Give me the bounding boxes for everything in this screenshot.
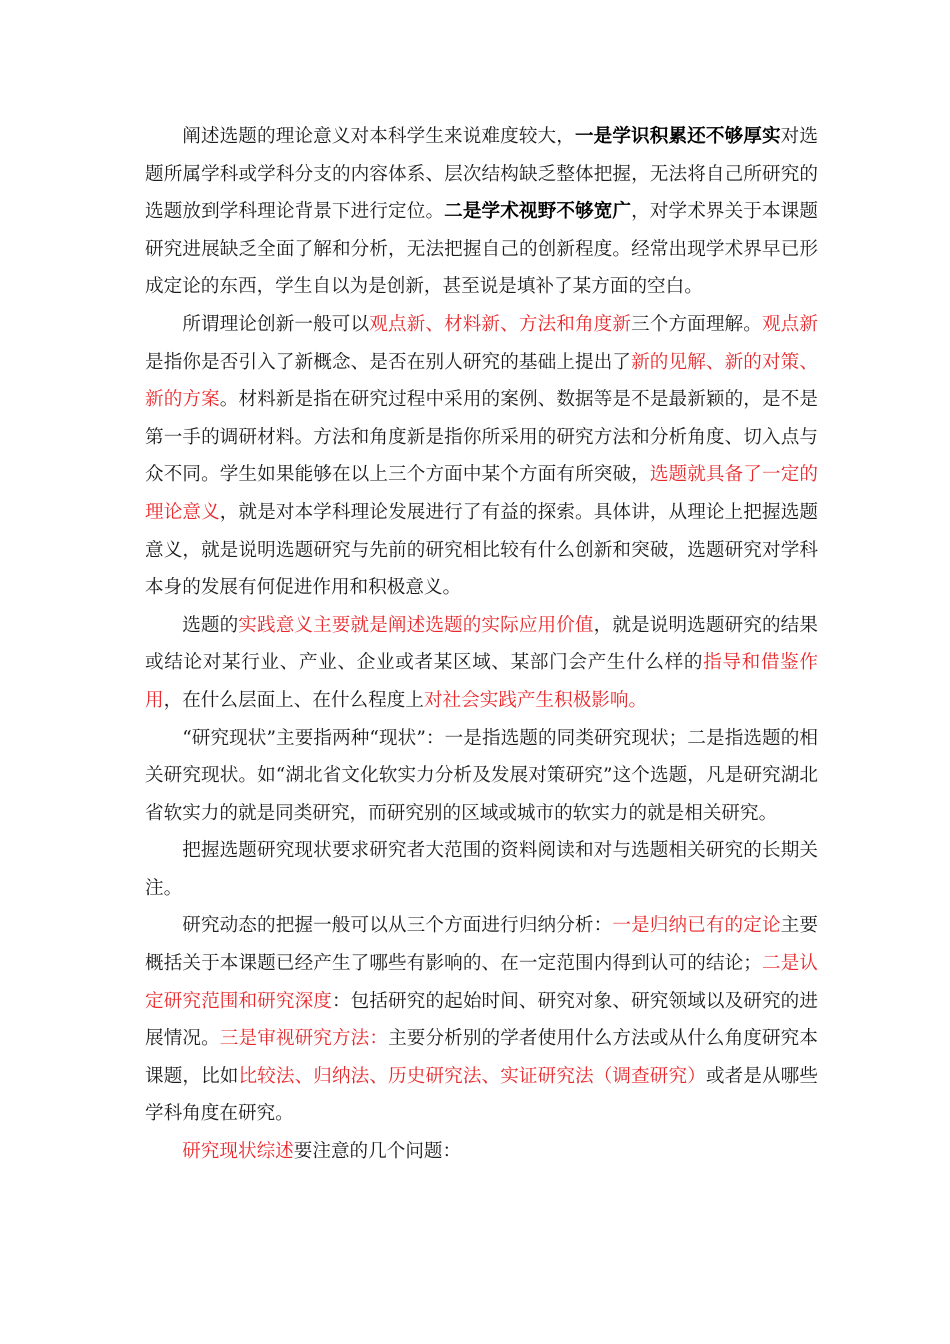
text-run: 对选题所属学科或学科分支的内容体系、层次结构缺乏整体把握，无法将自己所研究的选题放到学科理论背景下进行定位。: [145, 126, 818, 223]
text-run: ，就是对本学科理论发展进行了有益的探索。具体讲，从理论上把握选题意义，就是说明选题研究与先前的研究相比较有什么创新和突破，选题研究对学科本身的发展有何促进作用和积极意义。: [145, 501, 818, 599]
text-run: 主要概括关于本课题已经产生了哪些有影响的、在一定范围内得到认可的结论；: [145, 915, 818, 975]
text-run: 要注意的几个问题：: [293, 1141, 462, 1163]
red-highlight: 观点新: [761, 313, 818, 335]
paragraph-research-dynamics: [145, 907, 818, 1133]
text-run: 三个方面理解。: [631, 313, 762, 335]
text-run: ，就是说明选题研究的结果或结论对某行业、产业、企业或者某区域、某部门会产生什么样的: [145, 614, 818, 674]
text-run: 主要分析别的学者使用什么方法或从什么角度研究本课题，比如: [145, 1028, 818, 1087]
red-highlight: 新的见解、新的对策、新的方案: [145, 351, 818, 411]
text-run: 把握选题研究现状要求研究者大范围的资料阅读和对与选题相关研究的长期关注。: [145, 840, 818, 899]
text-run: ，对学术界关于本课题研究进展缺乏全面了解和分析，无法把握自己的创新程度。经常出现学术界早已形成定论的东西，学生自以为是创新，甚至说是填补了某方面的空白。: [145, 201, 818, 298]
red-highlight: 一是归纳已有的定论: [612, 915, 781, 937]
text-run: 。材料新是指在研究过程中采用的案例、数据等是不是最新颖的，是不是第一手的调研材料。方法和角度新是指你所采用的研究方法和分析角度、切入点与众不同。学生如果能够在以上三个方面中某个方面有所突破，: [145, 389, 818, 486]
red-highlight: 研究现状综述: [182, 1141, 294, 1163]
paragraph-research-status: [145, 720, 818, 833]
paragraph-theory-difficulty: [145, 118, 818, 306]
red-highlight: 实践意义主要就是阐述选题的实际应用价值: [238, 614, 594, 636]
text-run: ，在什么层面上、在什么程度上: [163, 689, 424, 711]
text-run: 阐述选题的理论意义对本科学生来说难度较大，: [182, 126, 575, 147]
red-highlight: 选题就具备了一定的理论意义: [145, 464, 818, 523]
text-run: ：包括研究的起始时间、研究对象、研究领域以及研究的进展情况。: [145, 990, 818, 1050]
paragraph-review-notes: [145, 1133, 818, 1171]
text-run: 研究动态的把握一般可以从三个方面进行归纳分析：: [182, 915, 613, 937]
red-highlight: 三是审视研究方法：: [219, 1028, 389, 1050]
red-highlight: 观点新、材料新、方法和角度新: [369, 313, 632, 335]
red-highlight: 指导和借鉴作用: [145, 652, 818, 711]
paragraph-grasp-status: [145, 832, 818, 907]
red-highlight: 对社会实践产生积极影响。: [423, 689, 648, 711]
paragraph-theory-innovation: [145, 306, 818, 607]
bold-highlight: 一是学识积累还不够厚实: [574, 126, 781, 147]
text-run: 是指你是否引入了新概念、是否在别人研究的基础上提出了: [145, 351, 632, 373]
red-highlight: 比较法、归纳法、历史研究法、实证研究法（调查研究）: [238, 1065, 706, 1087]
paragraph-practical-significance: [145, 607, 818, 720]
text-run: 或者是从哪些学科角度在研究。: [145, 1065, 818, 1125]
bold-highlight: 二是学术视野不够宽广: [444, 201, 632, 223]
text-run: 选题的: [182, 614, 239, 636]
text-run: “研究现状”主要指两种“现状”：一是指选题的同类研究现状；二是指选题的相关研究现状。如“湖北省文化软实力分析及发展对策研究”这个选题，凡是研究湖北省软实力的就是同类研究，而研究别的区域或城市的软实力的就是相关研究。: [145, 727, 818, 824]
text-run: 所谓理论创新一般可以: [182, 313, 370, 335]
red-highlight: 二是认定研究范围和研究深度: [145, 953, 818, 1012]
